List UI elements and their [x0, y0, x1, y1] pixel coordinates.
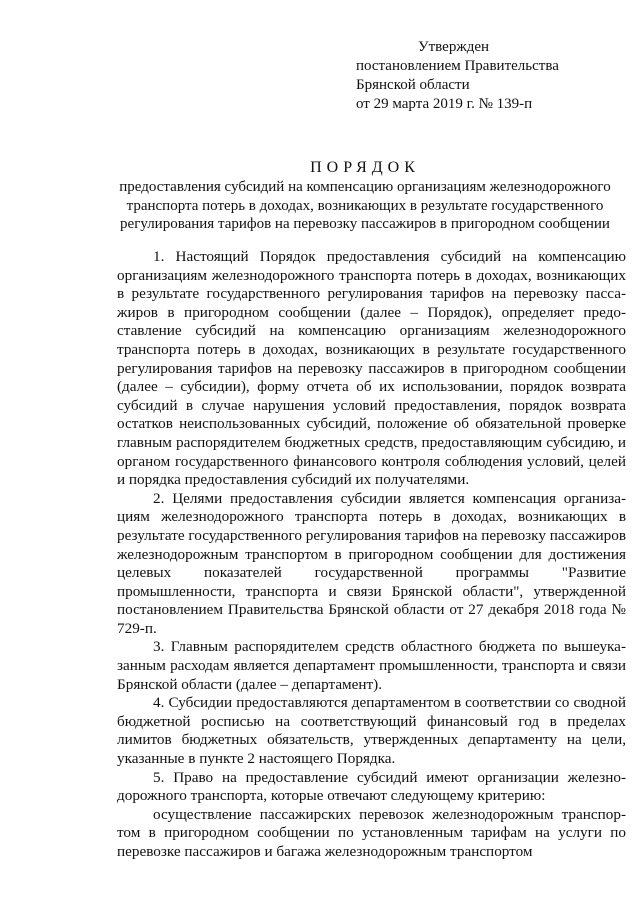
- paragraph-5-criterion: осуществление пассажирских перевозок железнодорожным транспортом в пригородном сообщении по установленным тарифам на услуги по перевозке пассажиров и багажа железнодорожным транспортом: [117, 805, 626, 860]
- paragraph-1: 1. Настоящий Порядок предоставления субсидий на компенсацию организациям железнодорожного транспорта потерь в доходах, возникающих в результате государственного регулирования тарифов на перевозку пассажиров в пригородном сообщении (далее – Порядок), определяет предоставление субсидий на компенсацию организациям железнодорожного транспорта потерь в доходах, возникающих в результате государственного регулирования тарифов на перевозку пассажиров в пригородном сообщении (далее – субсидии), форму отчета об их использовании, порядок возврата субсидий в случае нарушения условий предоставления, порядок возврата остатков неиспользованных субсидий, положение об обязательной проверке главным распорядителем бюджетных средств, предоставляющим субсидию, и органом государственного финансового контроля соблюдения условий, целей и порядка предоставления субсидий их получателями.: [117, 248, 626, 489]
- paragraph-5: 5. Право на предоставление субсидий имеют организации железнодорожного транспорта, которые отвечают следующему критерию:: [117, 768, 626, 805]
- approval-line-region: Брянской области: [356, 77, 470, 93]
- approval-line-resolution: постановлением Правительства: [356, 58, 559, 74]
- document-title: ПОРЯДОК: [310, 159, 420, 176]
- approval-block: [356, 38, 626, 114]
- paragraph-4: 4. Субсидии предоставляются департаментом в соответствии со сводной бюджетной росписью на соответствующий финансовый год в пределах лимитов бюджетных обязательств, утвержденных департаменту на цели, указанные в пункте 2 настоящего Порядка.: [117, 694, 626, 768]
- approval-line-date-number: от 29 марта 2019 г. № 139-п: [356, 96, 533, 112]
- approval-line-approved: Утвержден: [418, 39, 490, 55]
- paragraph-2: 2. Целями предоставления субсидии является компенсация организациям железнодорожного транспорта потерь в доходах, возникающих в результате государственного регулирования тарифов на перевозку пассажиров железнодорожным транспортом в пригородном сообщении для достижения целевых показателей государственной программы "Развитие промышленности, транспорта и связи Брянской области", утвержденной постановлением Правительства Брянской области от 27 декабря 2018 года № 729-п.: [117, 489, 626, 637]
- paragraph-3: 3. Главным распорядителем средств областного бюджета по вышеуказанным расходам является департамент промышленности, транспорта и связи Брянской области (далее – департамент).: [117, 638, 626, 693]
- document-subtitle: предоставления субсидий на компенсацию организациям железнодорожного транспорта потерь в доходах, возникающих в результате государственного регулирования тарифов на перевозку пассажиров в пригородном сообщении: [119, 179, 611, 232]
- document-body: [117, 248, 626, 862]
